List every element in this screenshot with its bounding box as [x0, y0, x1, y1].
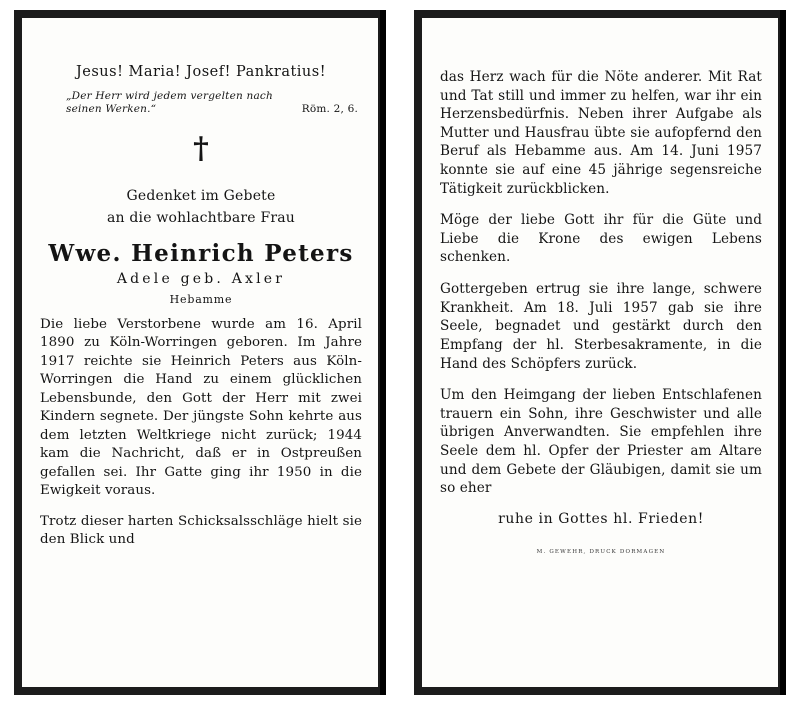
profession: Hebamme: [169, 292, 233, 306]
memorial-card-right-panel: [414, 10, 786, 695]
prayer-paragraph: Möge der liebe Gott ihr für die Güte und Liebe die Krone des ewigen Lebens schenken.: [440, 212, 762, 266]
right-page: [422, 18, 778, 687]
printer-imprint: M. GEWEHR, DRUCK DORMAGEN: [536, 548, 666, 555]
intro-text: [40, 186, 362, 229]
left-page: [22, 18, 378, 687]
biography-paragraph-continued: Trotz dieser harten Schicksalsschläge hielt sie den Blick und: [40, 513, 362, 548]
mourners-paragraph: Um den Heimgang der lieben Entschlafenen trauern ein Sohn, ihre Geschwister und alle übrigen Anverwandten. Sie empfehlen ihre Seele dem hl. Opfer der Priester am Altare und dem Gebete der Gläubigen, damit sie um so eher: [440, 387, 762, 497]
biography-continuation: das Herz wach für die Nöte anderer. Mit Rat und Tat still und immer zu helfen, war ihr ein Herzensbedürfnis. Neben ihrer Aufgabe als Mutter und Hausfrau übte sie aufopfernd den Beruf als Hebamme aus. Am 14. Juni 1957 konnte sie auf eine 45 jährige segensreiche Tätigkeit zurückblicken.: [440, 69, 762, 197]
bible-quote: [40, 90, 362, 116]
maiden-name: Adele geb. Axler: [116, 270, 286, 287]
biography-paragraph: Die liebe Verstorbene wurde am 16. April 1890 zu Köln-Worringen geboren. Im Jahre 1917 reichte sie Heinrich Peters aus Köln-Worringen die Hand zu einem glücklichen Lebensbunde, den Gott der Herr mit zwei Kindern segnete. Der jüngste Sohn kehrte aus dem letzten Weltkriege nicht zurück; 1944 kam die Nachricht, daß er in Ostpreußen gefallen sei. Ihr Gatte ging ihr 1950 in die Ewigkeit voraus.: [40, 316, 362, 499]
invocation-text: Jesus! Maria! Josef! Pankratius!: [75, 64, 327, 80]
intro-line-1: Gedenket im Gebete: [126, 188, 276, 205]
cross-icon: †: [193, 131, 209, 167]
quote-line-1: „Der Herr wird jedem vergelten nach: [66, 90, 273, 102]
quote-reference: Röm. 2, 6.: [301, 103, 358, 116]
quote-line-2: seinen Werken.“: [66, 103, 157, 116]
death-paragraph: Gottergeben ertrug sie ihre lange, schwere Krankheit. Am 18. Juli 1957 gab sie ihre Seele, begnadet und gestärkt durch den Empfang der hl. Sterbesakramente, in die Hand des Schöpfers zurück.: [440, 281, 762, 372]
deceased-name: Wwe. Heinrich Peters: [48, 239, 354, 267]
intro-line-2: an die wohlachtbare Frau: [106, 209, 296, 226]
closing-line: ruhe in Gottes hl. Frieden!: [498, 510, 704, 527]
memorial-card-left-panel: [14, 10, 386, 695]
